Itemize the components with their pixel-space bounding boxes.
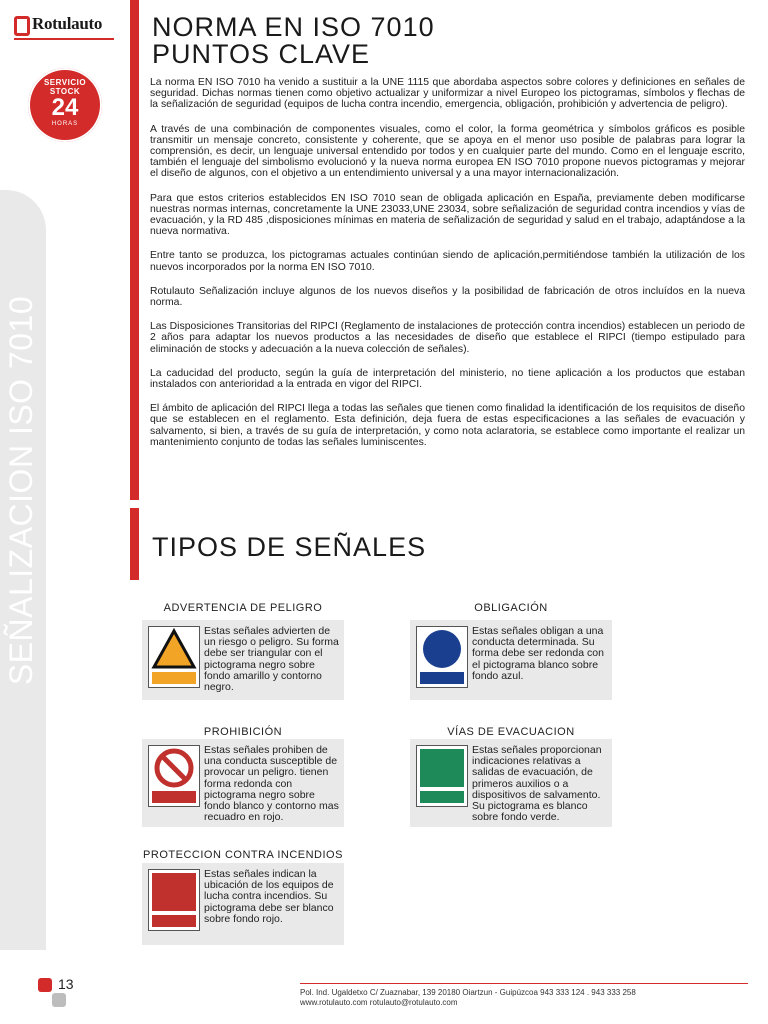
page-title-line1: NORMA EN ISO 7010	[152, 12, 435, 42]
signal-desc: Estas señales indican la ubicación de los equipos de lucha contra incendios. Su pictograma debe ser blanco sobre fondo rojo.	[204, 868, 334, 925]
signal-title-prohibicion: PROHIBICIÓN	[203, 726, 283, 738]
paragraph: Entre tanto se produzca, los pictogramas actuales continúan siendo de aplicación,permitiéndose también la utilización de los nuevos incorporados por la norma EN ISO 7010.	[150, 250, 745, 273]
evacuation-sign-icon	[416, 745, 468, 807]
section-title: TIPOS DE SEÑALES	[152, 532, 427, 562]
section-accent-bar	[130, 508, 139, 580]
title-accent-bar	[130, 0, 139, 500]
signal-desc: Estas señales obligan a una conducta determinada. Su forma debe ser redonda con el pictograma blanco sobre fondo azul.	[472, 625, 604, 682]
page-marker-grey	[52, 993, 66, 1007]
signal-card-incendios	[142, 863, 344, 945]
footer-contact	[300, 988, 760, 1008]
body-text	[150, 77, 745, 461]
badge-line1: SERVICIO	[43, 78, 87, 87]
sidebar-title-text: SEÑALIZACION ISO 7010	[3, 295, 40, 685]
page-title-line2: PUNTOS CLAVE	[152, 39, 371, 69]
prohibition-sign-icon	[148, 745, 200, 807]
paragraph: La norma EN ISO 7010 ha venido a sustituir a la UNE 1115 que abordaba aspectos sobre colores y definiciones en señales de seguridad. Dichas normas tienen como objetivo actualizar y uniformizar a nivel Europeo los pictogramas, símbolos y flechas de la señalización de seguridad (equipos de lucha contra incendio, emergencia, obligación, prohibición y advertencia de peligro).	[150, 77, 745, 111]
page-number: 13	[58, 976, 74, 992]
badge-unit: HORAS	[51, 121, 79, 127]
brand-logo	[14, 14, 124, 44]
fire-sign-icon	[148, 869, 200, 931]
logo-text: Rotulauto	[32, 14, 103, 33]
logo-mark-icon	[14, 16, 30, 36]
paragraph: El ámbito de aplicación del RIPCI llega a todas las señales que tienen como finalidad la identificación de los requisitos de diseño que se establecen en el reglamento. Esta definición, deja fuera de estas especificaciones a las señales de evacuación y salvamento, si bien, a través de su guía de interpretación, y como nota aclaratoria, se establece como importante el realizar un mantenimiento conjunto de todas las señales luminiscentes.	[150, 403, 745, 448]
paragraph: A través de una combinación de componentes visuales, como el color, la forma geométrica y símbolos gráficos es posible transmitir un mensaje concreto, consistente y coherente, que se apoya en el menor uso posible de palabras para lograr la comprensión, es decir, un lenguaje universal entendido por todos y en cualquier parte del mundo. Como en el lenguaje escrito, también el lenguaje del simbolismo evolucionó y la nueva norma europea EN ISO 7010 propone nuevos pictogramas y mejorar el diseño de algunos, con el objetivo a un entendimiento universal y a una mayor internacionalización.	[150, 123, 745, 180]
badge-number: 24	[51, 94, 79, 121]
warning-sign-icon	[148, 626, 200, 688]
signal-card-obligacion	[410, 620, 612, 700]
stock-badge	[28, 68, 102, 142]
paragraph: Para que estos criterios establecidos EN ISO 7010 sean de obligada aplicación en España, previamente deben modificarse nuestras normas internas, concretamente la UNE 23033,UNE 23034, sobre señalización de seguridad contra incendios y vías de evacuación, y la RD 485 ,disposiciones mínimas en materia de señalización de seguridad y salud en el trabajo, adaptándose a la nueva normativa.	[150, 192, 745, 238]
signal-card-evacuacion	[410, 739, 612, 827]
sidebar-title	[2, 260, 42, 720]
paragraph: Rotulauto Señalización incluye algunos de los nuevos diseños y la posibilidad de fabricación de otros incluídos en la nueva norma.	[150, 285, 745, 309]
logo-underline	[14, 38, 114, 40]
signal-title-evacuacion: VÍAS DE EVACUACION	[447, 726, 575, 738]
signal-title-advertencia: ADVERTENCIA DE PELIGRO	[163, 602, 323, 614]
paragraph: Las Disposiciones Transitorias del RIPCI (Reglamento de instalaciones de protección contra incendios) establecen un periodo de 2 años para adaptar los nuevos productos a las necesidades de diseño que establece el RIPCI (tiempo estipulado para eliminación de stocks y adecuación a la nueva colección de señales).	[150, 321, 745, 355]
signal-desc: Estas señales advierten de un riesgo o peligro. Su forma debe ser triangular con el pictograma negro sobre fondo amarillo y contorno negro.	[204, 625, 339, 694]
paragraph: La caducidad del producto, según la guía de interpretación del ministerio, no tiene aplicación a los productos que estaban instalados con anterioridad a la entrada en vigor del RIPCI.	[150, 367, 745, 391]
footer-address: Pol. Ind. Ugaldetxo C/ Zuaznabar, 139 20180 Oiartzun - Guipúzcoa 943 333 124 . 943 333 258	[300, 988, 636, 997]
signal-desc: Estas señales proporcionan indicaciones relativas a salidas de evacuación, de primeros auxilios o a dispositivos de salvamento. Su pictograma es blanco sobre fondo verde.	[472, 744, 602, 824]
signal-desc: Estas señales prohiben de una conducta susceptible de provocar un peligro. tienen forma redonda con pictograma negro sobre fondo blanco y contorno mas recuadro en rojo.	[204, 744, 339, 824]
page-marker-red	[38, 978, 52, 992]
signal-card-prohibicion	[142, 739, 344, 827]
signal-card-advertencia	[142, 620, 344, 700]
signal-title-incendios: PROTECCION CONTRA INCENDIOS	[143, 849, 343, 861]
badge-line2: STOCK	[49, 87, 81, 96]
page-title	[152, 14, 435, 68]
footer-web: www.rotulauto.com rotulauto@rotulauto.com	[300, 998, 458, 1007]
obligation-sign-icon	[416, 626, 468, 688]
signal-title-obligacion: OBLIGACIÓN	[474, 602, 548, 614]
footer-divider	[300, 983, 748, 984]
